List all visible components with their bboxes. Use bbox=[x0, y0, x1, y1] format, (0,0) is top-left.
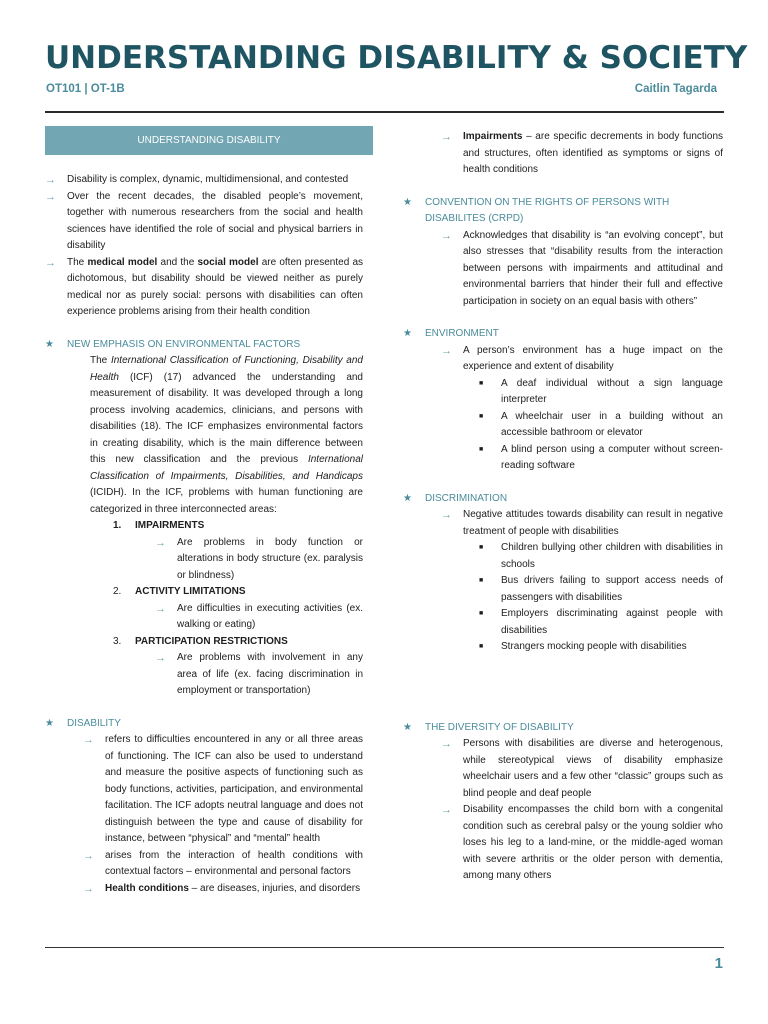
list-item-text: Over the recent decades, the disabled people’s movement, together with numerous researchers from the social and health sciences have identified the role of social and physical barriers in disability bbox=[67, 190, 363, 251]
right-arrow-icon: → bbox=[155, 652, 166, 664]
square-bullet-icon: ■ bbox=[479, 412, 484, 420]
bullet-item: ■ A deaf individual without a sign language interpreter bbox=[479, 377, 723, 405]
list-item bbox=[45, 189, 363, 255]
page-title: UNDERSTANDING DISABILITY & SOCIETY bbox=[45, 40, 748, 76]
left-column bbox=[45, 126, 363, 897]
list-item: → refers to difficulties encountered in any or all three areas of functioning. The ICF can also be used to understand and measure the positive aspects of functioning such as body functions, activities, participation, and environmental facilitation. The ICF adopts neutral language and does not distinguish between the type and cause of disability for instance, between “physical” and “mental” health bbox=[83, 734, 363, 844]
term-social-model: social model bbox=[197, 256, 259, 268]
right-arrow-icon: → bbox=[441, 229, 452, 242]
header-divider bbox=[45, 111, 724, 113]
list-item: → A person’s environment has a huge impact on the experience and extent of disability bbox=[441, 344, 723, 372]
list-item bbox=[45, 172, 363, 189]
author-name: Caitlin Tagarda bbox=[634, 83, 717, 95]
right-arrow-icon: → bbox=[155, 602, 166, 615]
page-number: 1 bbox=[714, 955, 723, 972]
list-item bbox=[45, 255, 363, 321]
right-arrow-icon: → bbox=[441, 131, 452, 143]
square-bullet-icon: ■ bbox=[479, 610, 484, 617]
bullet-item: ■ Strangers mocking people with disabilities bbox=[479, 639, 723, 656]
section-heading: ★ THE DIVERSITY OF DISABILITY bbox=[403, 720, 723, 737]
star-icon: ★ bbox=[45, 717, 54, 729]
right-arrow-icon: → bbox=[83, 882, 94, 895]
list-item: → arises from the interaction of health conditions with contextual factors – environmental and personal factors bbox=[83, 849, 363, 877]
bullet-item: ■ Children bullying other children with disabilities in schools bbox=[479, 542, 723, 570]
section-heading: ★ DISABILITY bbox=[45, 716, 363, 733]
right-arrow-icon: → bbox=[83, 734, 94, 746]
list-item: → Health conditions – are diseases, injuries, and disorders bbox=[83, 881, 363, 898]
square-bullet-icon: ■ bbox=[479, 379, 484, 387]
paragraph: The International Classification of Functioning, Disability and Health (ICF) (17) advanced the understanding and measurement of disability. It was developed through a long process involving academics, clinicians, and persons with disabilities (18). The ICF emphasizes environmental factors in creating disability, which is the main difference between this new classification and the previous International Classification of Impairments, Disabilities, and Handicaps (ICIDH). In the ICF, problems with human functioning are categorized in three interconnected areas: bbox=[90, 355, 363, 515]
section-heading: ★ ENVIRONMENT bbox=[403, 326, 723, 343]
star-icon: ★ bbox=[403, 721, 412, 733]
star-icon: ★ bbox=[403, 196, 412, 208]
list-item: → Acknowledges that disability is “an evolving concept”, but also stresses that “disability results from the interaction between persons with impairments and attitudinal and environmental barriers that hinder their full and effective participation in society on an equal basis with others” bbox=[441, 229, 723, 307]
term-impairments: Impairments bbox=[463, 131, 523, 142]
star-icon: ★ bbox=[45, 338, 54, 350]
list-item: → Are difficulties in executing activities (ex. walking or eating) bbox=[155, 602, 363, 630]
numbered-item: 2. ACTIVITY LIMITATIONS bbox=[113, 586, 246, 597]
list-item-text: The medical model and the social model are often presented as dichotomous, but disability should be viewed neither as purely medical nor as purely social: persons with disabilities can often experience problems arising from their health condition bbox=[67, 256, 364, 317]
section-heading: ★ DISCRIMINATION bbox=[403, 491, 723, 508]
square-bullet-icon: ■ bbox=[479, 643, 484, 650]
right-arrow-icon: → bbox=[45, 256, 56, 269]
right-arrow-icon: → bbox=[83, 849, 94, 862]
right-column bbox=[403, 129, 723, 885]
bullet-item: ■ Bus drivers failing to support access needs of passengers with disabilities bbox=[479, 575, 723, 603]
term-health-conditions: Health conditions bbox=[105, 882, 189, 894]
right-arrow-icon: → bbox=[441, 738, 452, 750]
star-icon: ★ bbox=[403, 492, 412, 504]
term-medical-model: medical model bbox=[87, 256, 158, 268]
section-banner: UNDERSTANDING DISABILITY bbox=[45, 126, 373, 155]
list-item: → Are problems with involvement in any area of life (ex. facing discrimination in employment or transportation) bbox=[155, 652, 363, 696]
list-item: → Disability encompasses the child born with a congenital condition such as cerebral palsy or the young soldier who loses his leg to a land-mine, or the middle-aged woman with severe arthritis or the older person with dementia, among many others bbox=[441, 804, 723, 881]
square-bullet-icon: ■ bbox=[479, 577, 484, 584]
list-item: → Are problems in body function or alterations in body structure (ex. paralysis or blindness) bbox=[155, 536, 363, 581]
numbered-item: 1. IMPAIRMENTS bbox=[113, 520, 205, 531]
list-item: → Negative attitudes towards disability can result in negative treatment of people with disabilities bbox=[441, 509, 723, 537]
course-code: OT101 | OT-1B bbox=[46, 83, 125, 95]
bullet-item: ■ A blind person using a computer without screen-reading software bbox=[479, 443, 723, 471]
right-arrow-icon: → bbox=[45, 174, 56, 186]
section-heading: ★ CONVENTION ON THE RIGHTS OF PERSONS WITH DISABILITES (CRPD) bbox=[403, 196, 670, 224]
bullet-item: ■ A wheelchair user in a building without an accessible bathroom or elevator bbox=[479, 410, 723, 438]
list-item: → Impairments – are specific decrements in body functions and structures, often identified as symptoms or signs of health conditions bbox=[441, 131, 723, 175]
right-arrow-icon: → bbox=[155, 536, 166, 549]
square-bullet-icon: ■ bbox=[479, 445, 484, 453]
numbered-item: 3. PARTICIPATION RESTRICTIONS bbox=[113, 635, 288, 647]
right-arrow-icon: → bbox=[441, 344, 452, 357]
bullet-item: ■ Employers discriminating against people with disabilities bbox=[479, 608, 723, 636]
right-arrow-icon: → bbox=[45, 190, 56, 203]
star-icon: ★ bbox=[403, 328, 412, 339]
list-item: → Persons with disabilities are diverse and heterogenous, while stereotypical views of disability emphasize wheelchair users and a few other “classic” groups such as blind people and deaf people bbox=[441, 738, 723, 799]
section-heading: ★ NEW EMPHASIS ON ENVIRONMENTAL FACTORS bbox=[45, 337, 363, 354]
right-arrow-icon: → bbox=[441, 804, 452, 816]
square-bullet-icon: ■ bbox=[479, 544, 484, 551]
right-arrow-icon: → bbox=[441, 509, 452, 521]
footer-divider bbox=[45, 947, 724, 948]
list-item-text: Disability is complex, dynamic, multidimensional, and contested bbox=[67, 174, 349, 185]
